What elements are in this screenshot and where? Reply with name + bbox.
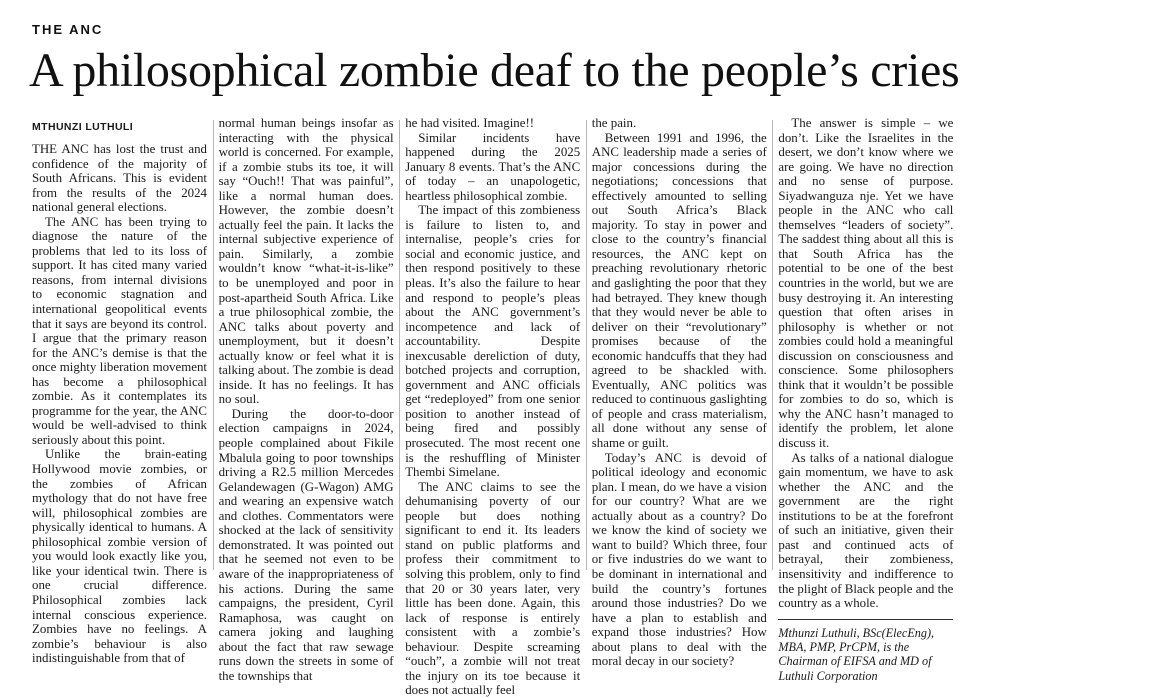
article-column-4 — [591, 116, 767, 669]
paragraph: the pain. — [591, 116, 637, 130]
byline: MTHUNZI LUTHULI — [32, 121, 134, 133]
paragraph: Today’s ANC is devoid of political ideology and economic plan. I mean, do we have a vision for our country? What are we actually about as a country? Do we know the kind of society we want to build? Which three, four or five industries do we want to be dominant in international and build the country’s fortunes around those industries? Do we have a plan to establish and expand those industries? How about plans to deal with the moral decay in our society? — [591, 450, 767, 669]
article-column-2 — [218, 116, 394, 683]
section-label: THE ANC — [32, 22, 104, 37]
paragraph: THE ANC has lost the trust and confidence of the majority of South Africans. This is evident from the results of the 2024 national general elections. — [32, 142, 207, 215]
headline: A philosophical zombie deaf to the people’s cries — [29, 44, 960, 97]
paragraph: normal human beings insofar as interacting with the physical world is concerned. For example, if a zombie stubs its toe, it will say “Ouch!! That was painful”, like a normal human does. However, the zombie doesn’t actually feel the pain. It lacks the internal subjective experience of pain. Similarly, a zombie wouldn’t know “what-it-is-like” to be unemployed and poor in post-apartheid South Africa. Like a true philosophical zombie, the ANC talks about poverty and unemployment, but it doesn’t actually know or feel what it is talking about. The zombie is dead inside. It has no feelings. It has no soul. — [218, 116, 394, 407]
paragraph: The ANC has been trying to diagnose the nature of the problems that led to its loss of support. It has cited many varied reasons, from internal divisions to economic stagnation and international geopolitical events that it says are beyond its control. I argue that the primary reason for the ANC’s demise is that the once mighty liberation movement has become a philosophical zombie. As it contemplates its programme for the year, the ANC would be well-advised to think seriously about this point. — [32, 214, 207, 447]
author-bio: Mthunzi Luthuli, BSc(ElecEng), MBA, PMP, PrCPM, is the Chairman of EIFSA and MD of Luthuli Corporation — [778, 619, 953, 684]
paragraph: The ANC claims to see the dehumanising poverty of our people but does nothing significant to end it. Its leaders stand on public platforms and profess their commitment to solving this problem, only to find that 20 or 30 years later, very little has been done. Again, this lack of response is entirely consistent with a zombie’s behaviour. Despite screaming “ouch”, a zombie will not treat the injury on its toe because it does not actually feel — [405, 479, 581, 698]
paragraph: Between 1991 and 1996, the ANC leadership made a series of major concessions during the negotiations; concessions that effectively amounted to selling out South Africa’s Black majority. To stay in power and close to the country’s financial resources, the ANC kept on preaching revolutionary rhetoric and gaslighting the poor that they had betrayed. They knew though that they would never be able to deliver on their “revolutionary” promises because of the economic handcuffs that they had agreed to be shackled with. Eventually, ANC politics was reduced to continuous gaslighting of people and crass materialism, all done without any sense of shame or guilt. — [591, 130, 767, 451]
paragraph: Unlike the brain-eating Hollywood movie zombies, or the zombies of African mythology that do not have free will, philosophical zombies are physically identical to humans. A philosophical zombie version of you would look exactly like you, like your identical twin. There is one crucial difference. Philosophical zombies lack internal conscious experience. Zombies have no feelings. A zombie’s behaviour is also indistinguishable from that of — [32, 447, 207, 666]
paragraph: The impact of this zombieness is failure to listen to, and internalise, people’s cries for social and economic justice, and then respond positively to these pleas. It’s also the failure to hear and respond to people’s pleas about the ANC government’s incompetence and lack of accountability. Despite inexcusable dereliction of duty, botched projects and corruption, government and ANC officials get “redeployed” from one senior position to another instead of being fired and possibly prosecuted. The most recent one is the reshuffling of Minister Thembi Simelane. — [405, 203, 581, 480]
article-column-5 — [778, 116, 954, 683]
paragraph: During the door-to-door election campaigns in 2024, people complained about Fikile Mbalula going to poor townships driving a R2.5 million Mercedes Gelandewagen (G-Wagon) AMG and wearing an expensive watch and clothes. Commentators were shocked at the lack of sensitivity demonstrated. It was pointed out that he seemed not even to be aware of the inappropriateness of his actions. During the same campaigns, the president, Cyril Ramaphosa, was caught on camera joking and laughing about the fact that raw sewage runs down the streets in some of the townships that — [218, 406, 394, 683]
article-body — [32, 116, 1140, 698]
paragraph: As talks of a national dialogue gain momentum, we have to ask whether the ANC and the government are the right institutions to be at the forefront of such an initiative, given their past and continued acts of betrayal, their zombieness, insensitivity and indifference to the plight of Black people and the country as a whole. — [778, 450, 954, 611]
article-column-3 — [405, 116, 581, 698]
paragraph: he had visited. Imagine!! — [405, 116, 535, 130]
article-column-1 — [32, 116, 207, 666]
paragraph: The answer is simple – we don’t. Like the Israelites in the desert, we don’t know where we are going. We have no direction and no sense of purpose. Siyadwanguza nje. Yet we have people in the ANC who call themselves “leaders of society”. The saddest thing about all this is that South Africa has the potential to be one of the best countries in the world, but we are busy destroying it. An interesting question that often arises in philosophy is whether or not zombies could hold a meaningful discussion on consciousness and conscience. Some philosophers think that it wouldn’t be possible for zombies to do so, which is why the ANC hasn’t managed to identify the problem, let alone discuss it. — [778, 116, 954, 451]
paragraph: Similar incidents have happened during the 2025 January 8 events. That’s the ANC of today – an unapologetic, heartless philosophical zombie. — [405, 130, 581, 203]
